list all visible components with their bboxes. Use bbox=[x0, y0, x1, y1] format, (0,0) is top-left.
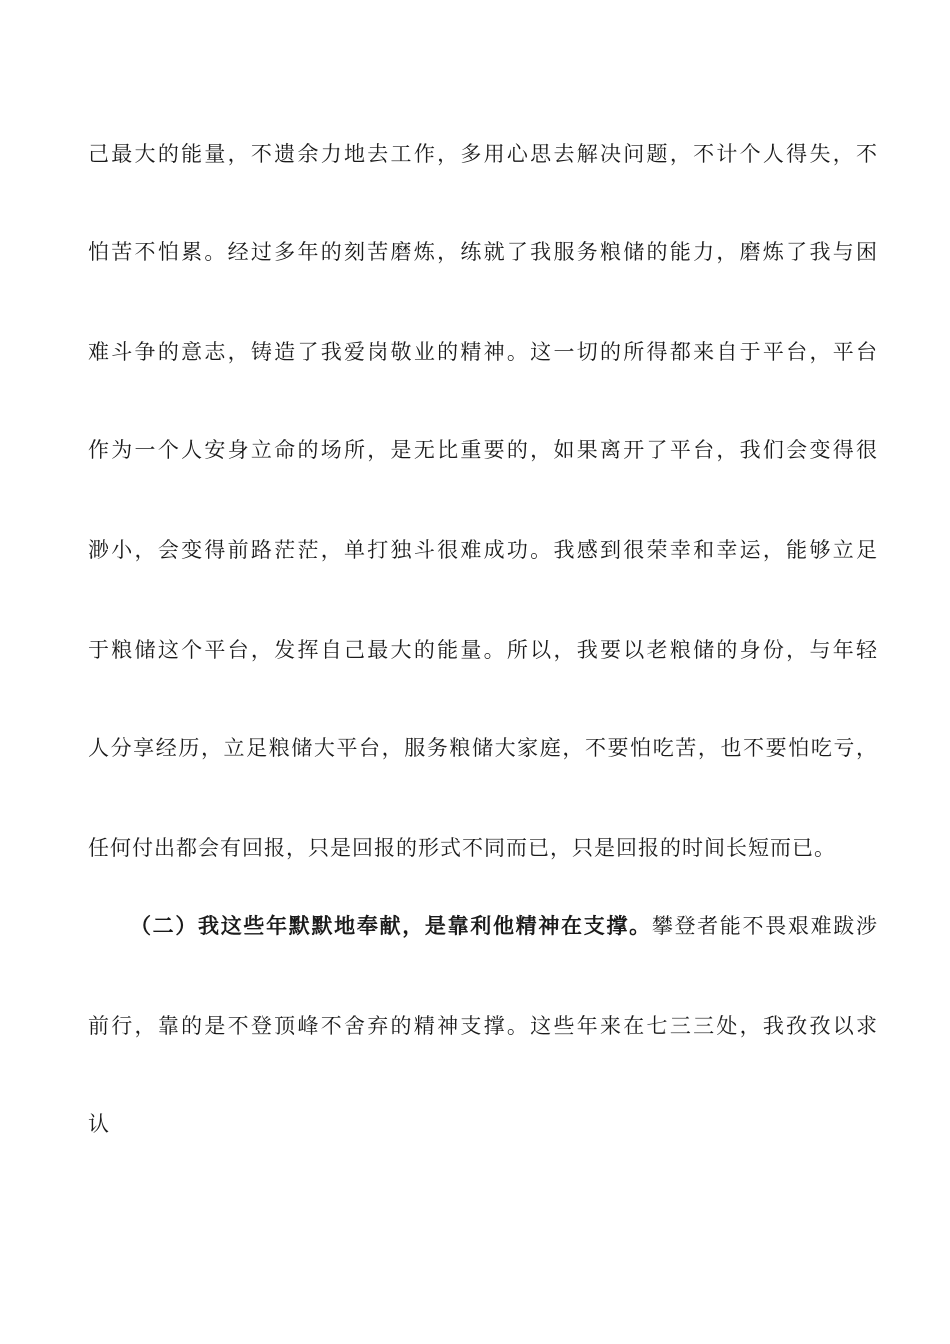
paragraph-line: 己最大的能量，不遗余力地去工作，多用心思去解决问题，不计个人得失，不 bbox=[88, 142, 878, 166]
section-heading-line bbox=[130, 912, 878, 940]
paragraph-line: 难斗争的意志，铸造了我爱岗敬业的精神。这一切的所得都来自于平台，平台 bbox=[88, 340, 878, 364]
section-heading-continuation: 攀登者能不畏艰难跋涉 bbox=[651, 914, 878, 938]
paragraph-line: 前行，靠的是不登顶峰不舍弃的精神支撑。这些年来在七三三处，我孜孜以求 bbox=[88, 1014, 878, 1038]
paragraph-line: 渺小，会变得前路茫茫，单打独斗很难成功。我感到很荣幸和幸运，能够立足 bbox=[88, 538, 878, 562]
paragraph-line: 人分享经历，立足粮储大平台，服务粮储大家庭，不要怕吃苦，也不要怕吃亏， bbox=[88, 736, 878, 760]
paragraph-line: 任何付出都会有回报，只是回报的形式不同而已，只是回报的时间长短而已。 bbox=[88, 836, 836, 860]
paragraph-line: 认 bbox=[88, 1112, 110, 1136]
paragraph-line: 于粮储这个平台，发挥自己最大的能量。所以，我要以老粮储的身份，与年轻 bbox=[88, 638, 878, 662]
paragraph-line: 怕苦不怕累。经过多年的刻苦磨炼，练就了我服务粮储的能力，磨炼了我与困 bbox=[88, 240, 878, 264]
section-heading: （二）我这些年默默地奉献，是靠利他精神在支撑。 bbox=[130, 914, 652, 938]
paragraph-line: 作为一个人安身立命的场所，是无比重要的，如果离开了平台，我们会变得很 bbox=[88, 438, 878, 462]
